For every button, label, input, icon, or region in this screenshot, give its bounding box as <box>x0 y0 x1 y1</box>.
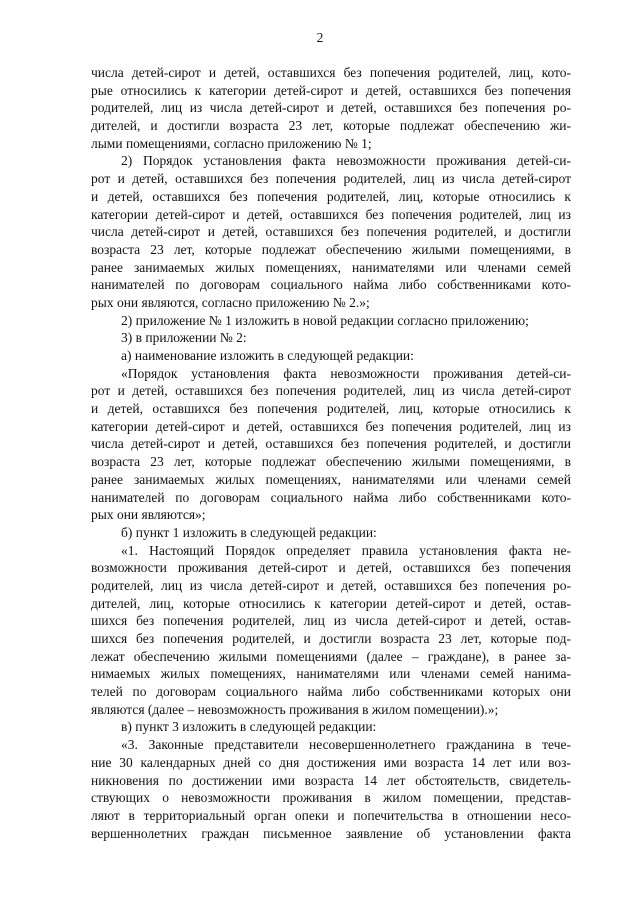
text-line: б) пункт 1 изложить в следующей редакции: <box>121 524 377 540</box>
text-line: никновения по достижении ими возраста 14 лет обстоятельств, свидетель- <box>91 772 571 788</box>
text-line: и детей, оставшихся без попечения родителей, лиц, которые относились к <box>91 188 571 204</box>
text-line: категории детей-сирот и детей, оставшихся без попечения родителей, лиц из <box>91 418 571 434</box>
text-line: рот и детей, оставшихся без попечения родителей, лиц из числа детей-сирот <box>91 171 571 187</box>
text-line: шихся без попечения родителей, и достигли возраста 23 лет, которые под- <box>91 631 571 646</box>
text-line: категории детей-сирот и детей, оставшихся без попечения родителей, лиц из <box>91 206 571 222</box>
text-line: телей по договорам социального найма либо собственниками которых они <box>91 684 571 700</box>
text-line: ранее занимаемых жилых помещениях, нанимателями или членами семей <box>91 471 571 487</box>
text-line: 2) Порядок установления факта невозможности проживания детей-си- <box>121 153 571 169</box>
text-line: являются (далее – невозможность проживания в жилом помещении).»; <box>91 701 499 717</box>
text-line: возраста 23 лет, которые подлежат обеспечению жилыми помещениями, в <box>91 454 571 470</box>
text-line: ствующих о невозможности проживания в жилом помещении, представ- <box>91 790 571 806</box>
text-line: числа детей-сирот и детей, оставшихся без попечения родителей, и достигли <box>91 436 571 452</box>
text-line: родителей, лиц из числа детей-сирот и детей, оставшихся без попечения ро- <box>91 577 571 593</box>
text-line: дителей, лиц, которые относились к категории детей-сирот и детей, остав- <box>91 595 571 611</box>
text-line: возраста 23 лет, которые подлежат обеспечению жилыми помещениями, в <box>91 241 571 257</box>
text-line: а) наименование изложить в следующей редакции: <box>121 348 414 363</box>
text-line: нанимателей по договорам социального найма либо собственниками кото- <box>91 489 571 505</box>
text-line: 3) в приложении № 2: <box>121 330 247 346</box>
text-line: нанимателей по договорам социального найма либо собственниками кото- <box>91 277 571 293</box>
text-line: ние 30 календарных дней со дня достижения ими возраста 14 лет или воз- <box>91 754 571 770</box>
text-line: нимаемых жилых помещениях, нанимателями или членами семей нанима- <box>91 666 571 682</box>
text-line: дителей, и достигли возраста 23 лет, которые подлежат обеспечению жи- <box>91 118 571 134</box>
text-line: ранее занимаемых жилых помещениях, нанимателями или членами семей <box>91 259 571 275</box>
text-line: вершеннолетних граждан письменное заявление об установлении факта <box>91 825 571 841</box>
text-line: рых они являются»; <box>91 507 206 523</box>
text-line: числа детей-сирот и детей, оставшихся без попечения родителей, лиц, кото- <box>91 65 571 80</box>
text-line: лежат обеспечению жилыми помещениями (далее – граждане), в ранее за- <box>91 648 571 664</box>
document-body <box>91 64 571 842</box>
text-line: рых они являются, согласно приложению № 2.»; <box>91 294 370 310</box>
text-line: в) пункт 3 изложить в следующей редакции: <box>121 719 377 735</box>
text-line: «1. Настоящий Порядок определяет правила установления факта не- <box>121 542 571 558</box>
text-line: рот и детей, оставшихся без попечения родителей, лиц из числа детей-сирот <box>91 383 571 399</box>
text-line: 2) приложение № 1 изложить в новой редакции согласно приложению; <box>121 312 529 328</box>
page-number: 2 <box>316 30 324 45</box>
text-line: лыми помещениями, согласно приложению № 1; <box>91 135 372 151</box>
text-line: рые относились к категории детей-сирот и детей, оставшихся без попечения <box>91 82 571 98</box>
text-line: «3. Законные представители несовершеннолетнего гражданина в тече- <box>121 737 571 753</box>
text-line: родителей, лиц из числа детей-сирот и детей, оставшихся без попечения ро- <box>91 100 571 116</box>
text-line: шихся без попечения родителей, лиц из числа детей-сирот и детей, остав- <box>91 613 571 629</box>
text-line: «Порядок установления факта невозможности проживания детей-си- <box>121 365 571 381</box>
text-line: возможности проживания детей-сирот и детей, оставшихся без попечения <box>91 560 571 576</box>
text-line: числа детей-сирот и детей, оставшихся без попечения родителей, и достигли <box>91 224 571 240</box>
text-line: и детей, оставшихся без попечения родителей, лиц, которые относились к <box>91 401 571 417</box>
text-line: ляют в территориальный орган опеки и попечительства в отношении несо- <box>91 807 571 823</box>
